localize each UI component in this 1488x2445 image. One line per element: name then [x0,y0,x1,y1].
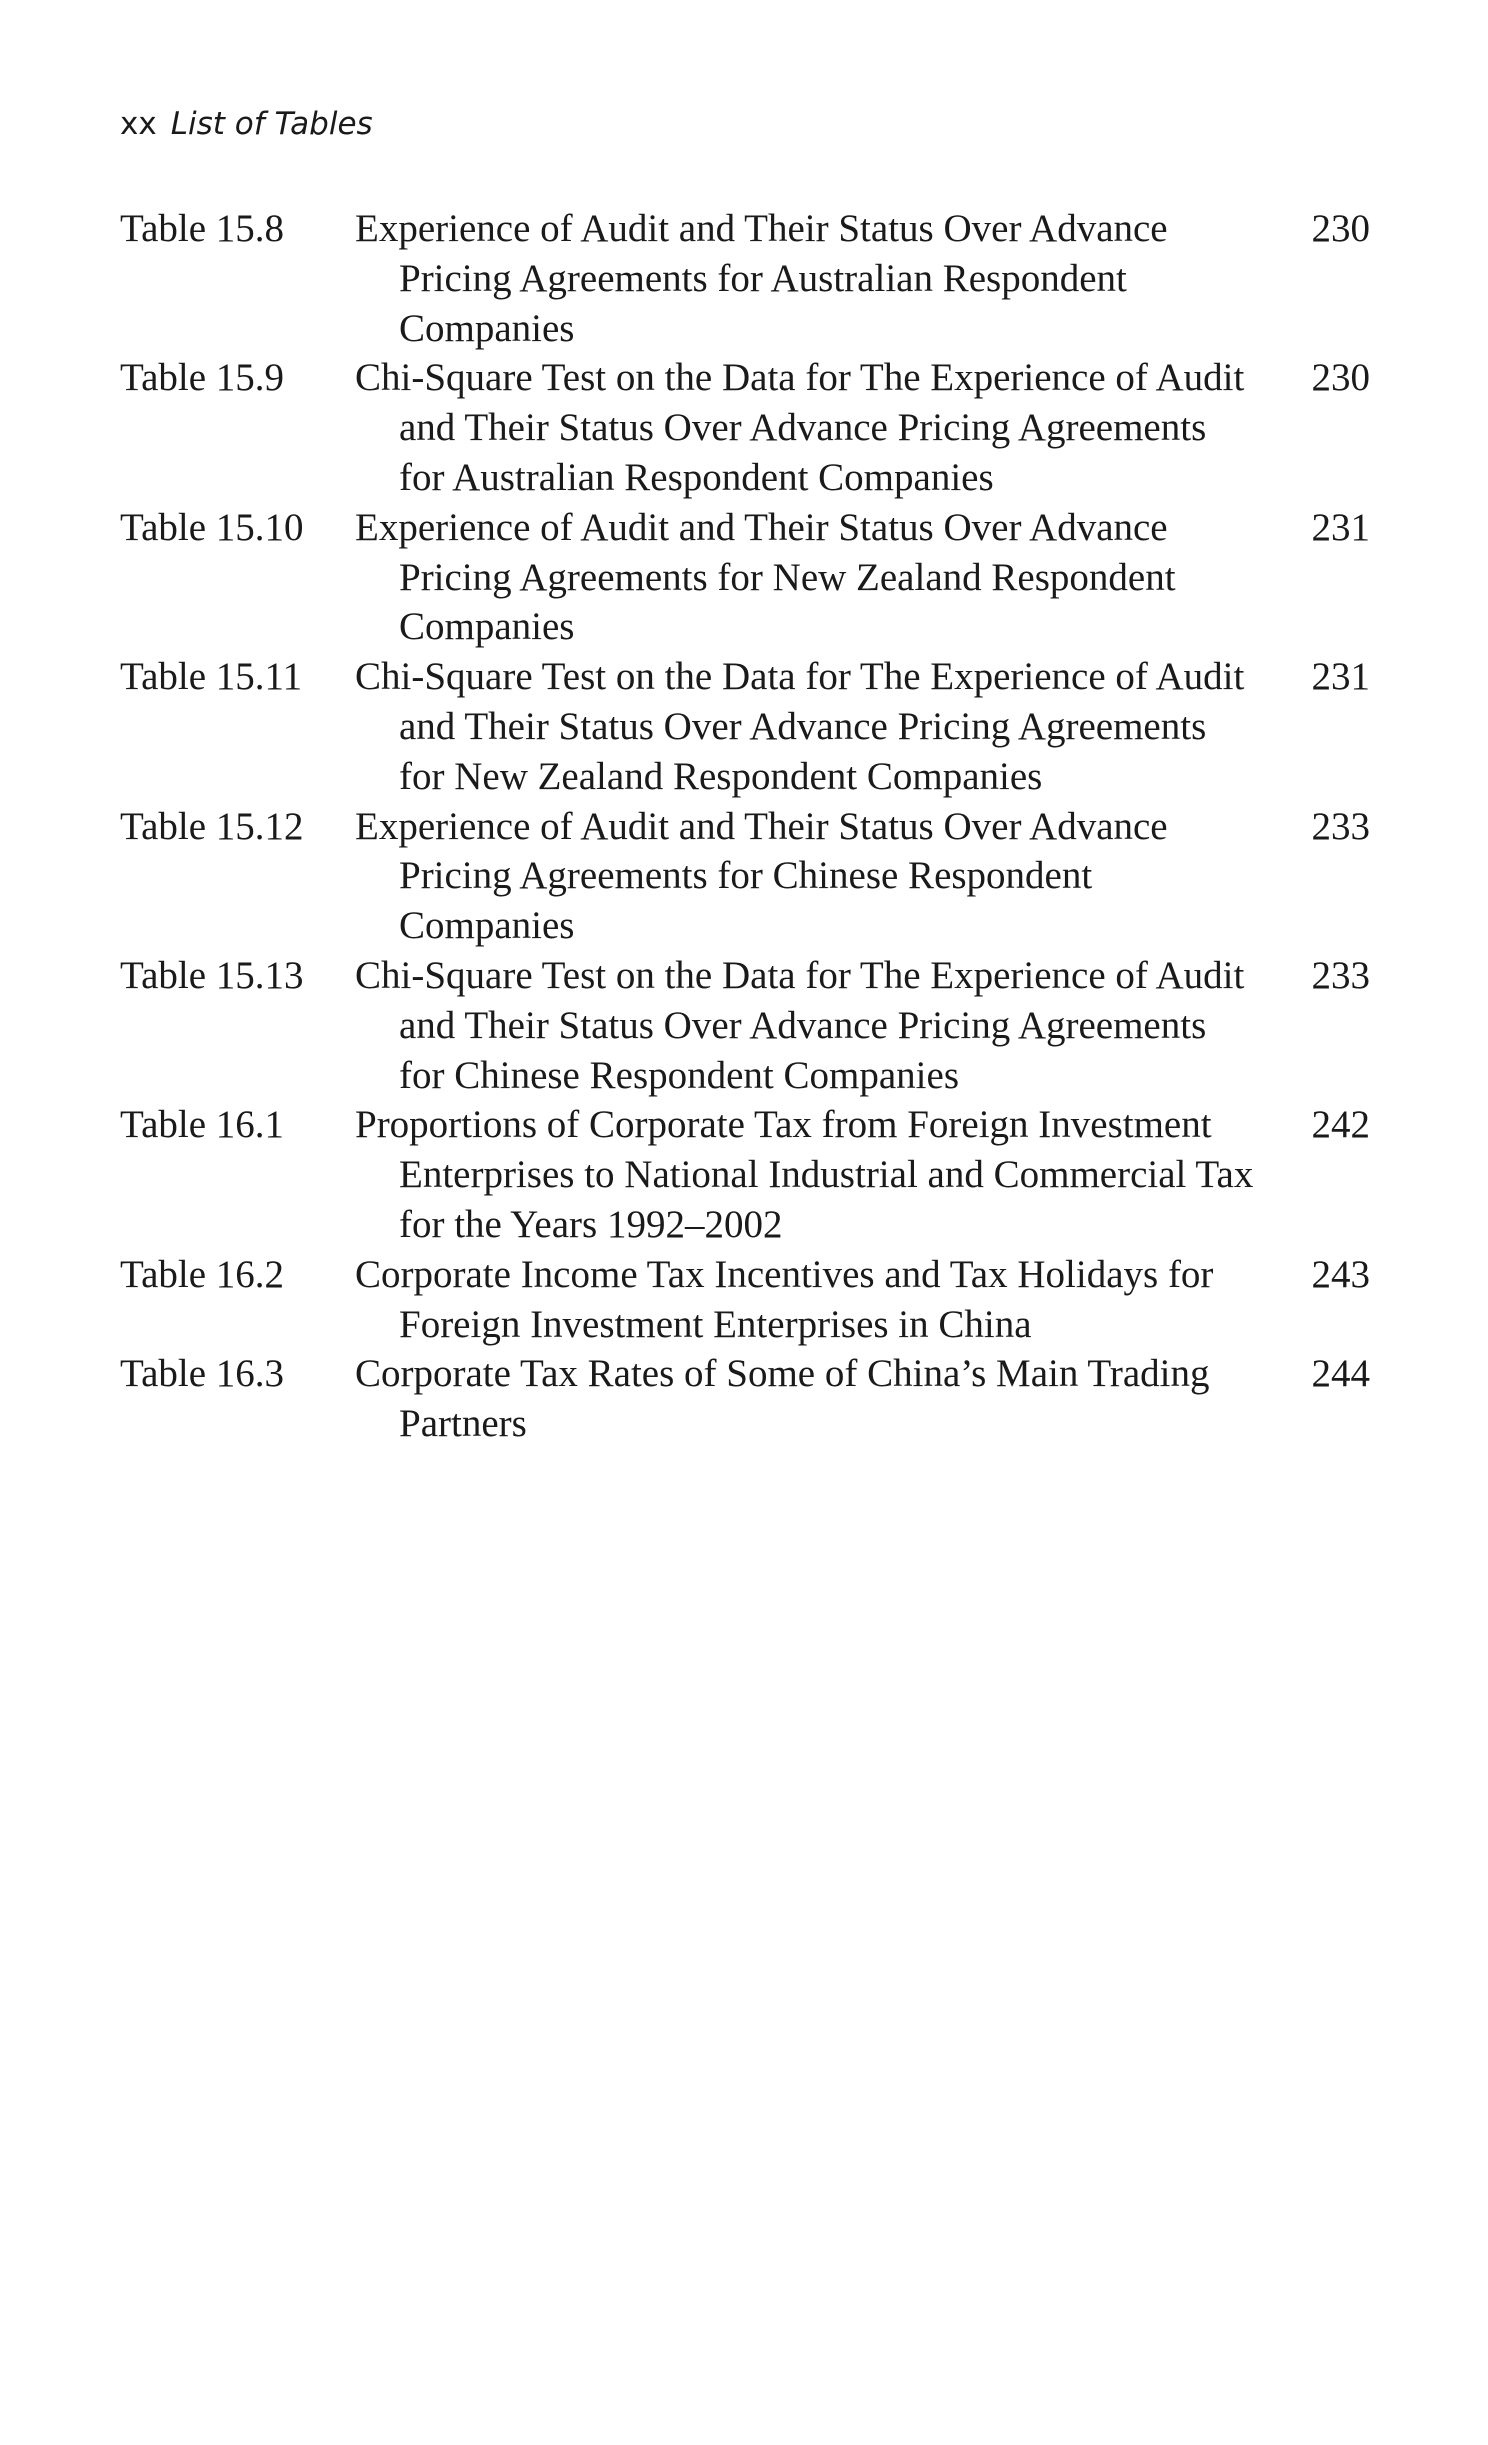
table-title: Experience of Audit and Their Status Over Advance Pricing Agreements for Chinese Respondent Companies [355,804,1168,948]
table-label: Table 16.2 [120,1252,285,1296]
table-label: Table 15.10 [120,505,304,549]
toc-entry [120,503,1370,652]
table-title: Experience of Audit and Their Status Over Advance Pricing Agreements for New Zealand Respondent Companies [355,505,1176,649]
running-head [120,104,373,144]
running-head-title: List of Tables [170,106,373,142]
table-label: Table 15.8 [120,207,285,250]
table-label: Table 15.13 [120,953,304,997]
table-title: Corporate Tax Rates of Some of China’s Main Trading Partners [355,1352,1210,1446]
page-number: 230 [1311,356,1370,400]
table-title: Chi-Square Test on the Data for The Experience of Audit and Their Status Over Advance Pricing Agreements for Australian Respondent Companies [355,356,1245,499]
table-label: Table 15.12 [120,804,304,848]
table-label: Table 16.1 [120,1103,285,1147]
table-title: Proportions of Corporate Tax from Foreign Investment Enterprises to National Industrial and Commercial Tax for the Years 1992–2002 [355,1103,1254,1246]
table-label: Table 15.9 [120,356,285,400]
toc-entry [120,1349,1370,1449]
toc-entry [120,1250,1370,1350]
page-number: 233 [1311,804,1370,848]
page-number: 230 [1311,207,1370,250]
toc-entry [120,353,1370,502]
table-title: Chi-Square Test on the Data for The Experience of Audit and Their Status Over Advance Pricing Agreements for Chinese Respondent Companies [355,953,1245,1097]
table-label: Table 15.11 [120,655,303,699]
page-number: 233 [1311,953,1370,997]
page-number: 231 [1311,655,1370,699]
table-title: Chi-Square Test on the Data for The Experience of Audit and Their Status Over Advance Pricing Agreements for New Zealand Respondent Companies [355,655,1245,798]
table-title: Experience of Audit and Their Status Over Advance Pricing Agreements for Australian Respondent Companies [355,207,1168,350]
list-of-tables [120,204,1370,1449]
page-folio: xx [120,106,157,142]
table-title: Corporate Income Tax Incentives and Tax Holidays for Foreign Investment Enterprises in China [355,1252,1214,1346]
toc-entry [120,1100,1370,1249]
page-number: 231 [1311,505,1370,549]
toc-entry [120,204,1370,353]
toc-entry [120,652,1370,801]
toc-entry [120,802,1370,951]
page-number: 244 [1311,1352,1370,1396]
toc-entry [120,951,1370,1100]
page-number: 243 [1311,1252,1370,1296]
table-label: Table 16.3 [120,1352,285,1396]
page-number: 242 [1311,1103,1370,1147]
